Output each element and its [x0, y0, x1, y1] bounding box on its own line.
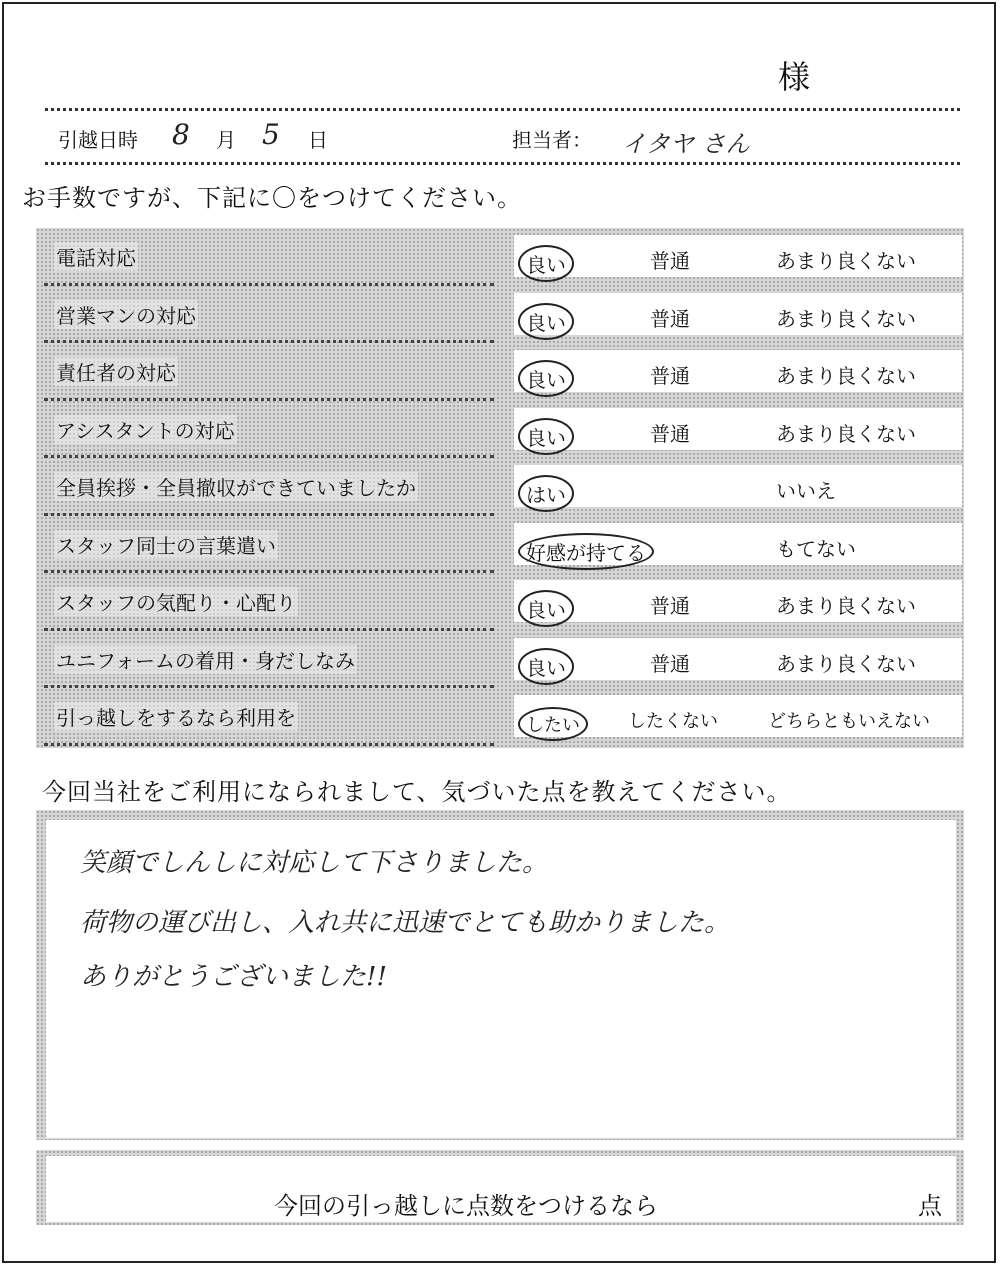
- survey-option[interactable]: あまり良くない: [776, 249, 916, 273]
- survey-options: [514, 638, 962, 680]
- survey-question: 全員挨拶・全員撤収ができていましたか: [54, 472, 418, 501]
- day-unit: 日: [308, 128, 328, 152]
- comments-prompt: 今回当社をご利用になられまして、気づいた点を教えてください。: [42, 778, 792, 806]
- instruction-text: お手数ですが、下記に〇をつけてください。: [22, 184, 522, 212]
- survey-row: [36, 228, 964, 285]
- comments-field[interactable]: [46, 820, 956, 1138]
- comment-line: ありがとうございました!!: [80, 962, 387, 992]
- survey-row: [36, 516, 964, 573]
- survey-options: [514, 408, 962, 450]
- survey-option[interactable]: 普通: [650, 306, 690, 331]
- score-unit: 点: [918, 1192, 942, 1220]
- survey-question: ユニフォームの着用・身だしなみ: [54, 645, 357, 674]
- survey-options: [514, 465, 962, 507]
- survey-option[interactable]: 良い: [518, 590, 574, 627]
- survey-option[interactable]: 良い: [518, 245, 574, 282]
- score-box: [36, 1150, 964, 1225]
- comment-line: 荷物の運び出し、入れ共に迅速でとても助かりました。: [80, 908, 731, 938]
- month-value[interactable]: 8: [172, 118, 190, 151]
- survey-row: [36, 631, 964, 688]
- survey-option[interactable]: いいえ: [776, 479, 836, 503]
- survey-option[interactable]: 好感が持てる: [518, 533, 654, 570]
- survey-option[interactable]: したくない: [628, 711, 718, 732]
- survey-option[interactable]: 良い: [518, 360, 574, 397]
- honorific: 様: [778, 58, 811, 96]
- survey-row: [36, 401, 964, 458]
- survey-option[interactable]: 良い: [518, 418, 574, 455]
- survey-option[interactable]: あまり良くない: [776, 651, 916, 676]
- survey-question: スタッフの気配り・心配り: [54, 587, 298, 616]
- survey-option[interactable]: どちらともいえない: [768, 711, 930, 732]
- survey-option[interactable]: あまり良くない: [776, 594, 916, 618]
- survey-question: 電話対応: [54, 242, 138, 271]
- survey-question: 営業マンの対応: [54, 300, 198, 329]
- month-unit: 月: [216, 128, 236, 152]
- survey-row: [36, 458, 964, 515]
- survey-question: アシスタントの対応: [54, 415, 237, 444]
- header-divider-top: [45, 108, 960, 111]
- survey-question: 責任者の対応: [54, 357, 178, 386]
- survey-question: スタッフ同士の言葉遣い: [54, 530, 278, 559]
- survey-option[interactable]: あまり良くない: [776, 421, 916, 446]
- survey-options: [514, 350, 962, 392]
- survey-options: [514, 580, 962, 622]
- survey-options: [514, 235, 962, 277]
- survey-row: [36, 286, 964, 343]
- header-divider-bottom: [45, 162, 960, 165]
- survey-option[interactable]: あまり良くない: [776, 364, 916, 388]
- row-divider: [44, 743, 494, 746]
- survey-option[interactable]: したい: [518, 707, 588, 741]
- move-date-label: 引越日時: [58, 128, 138, 152]
- survey-table: [36, 228, 964, 748]
- survey-option[interactable]: 普通: [650, 249, 690, 273]
- score-label: 今回の引っ越しに点数をつけるなら: [274, 1192, 658, 1220]
- survey-option[interactable]: あまり良くない: [776, 306, 916, 331]
- survey-row: [36, 573, 964, 630]
- survey-row: [36, 343, 964, 400]
- survey-options: [514, 695, 962, 737]
- survey-options: [514, 293, 962, 335]
- score-field[interactable]: [46, 1156, 956, 1222]
- survey-option[interactable]: もてない: [776, 536, 856, 561]
- survey-option[interactable]: 普通: [650, 421, 690, 446]
- survey-question: 引っ越しをするなら利用を: [54, 702, 298, 731]
- survey-row: [36, 688, 964, 745]
- survey-option[interactable]: はい: [518, 475, 574, 512]
- survey-options: [514, 523, 962, 565]
- staff-label: 担当者：: [512, 128, 592, 152]
- comments-box: [36, 810, 964, 1140]
- survey-option[interactable]: 普通: [650, 594, 690, 618]
- survey-option[interactable]: 良い: [518, 648, 574, 685]
- day-value[interactable]: 5: [262, 118, 280, 151]
- survey-option[interactable]: 普通: [650, 651, 690, 676]
- survey-option[interactable]: 良い: [518, 303, 574, 340]
- comment-line: 笑顔でしんしに対応して下さりました。: [80, 848, 549, 878]
- staff-value[interactable]: イタヤ さん: [622, 130, 750, 158]
- survey-option[interactable]: 普通: [650, 364, 690, 388]
